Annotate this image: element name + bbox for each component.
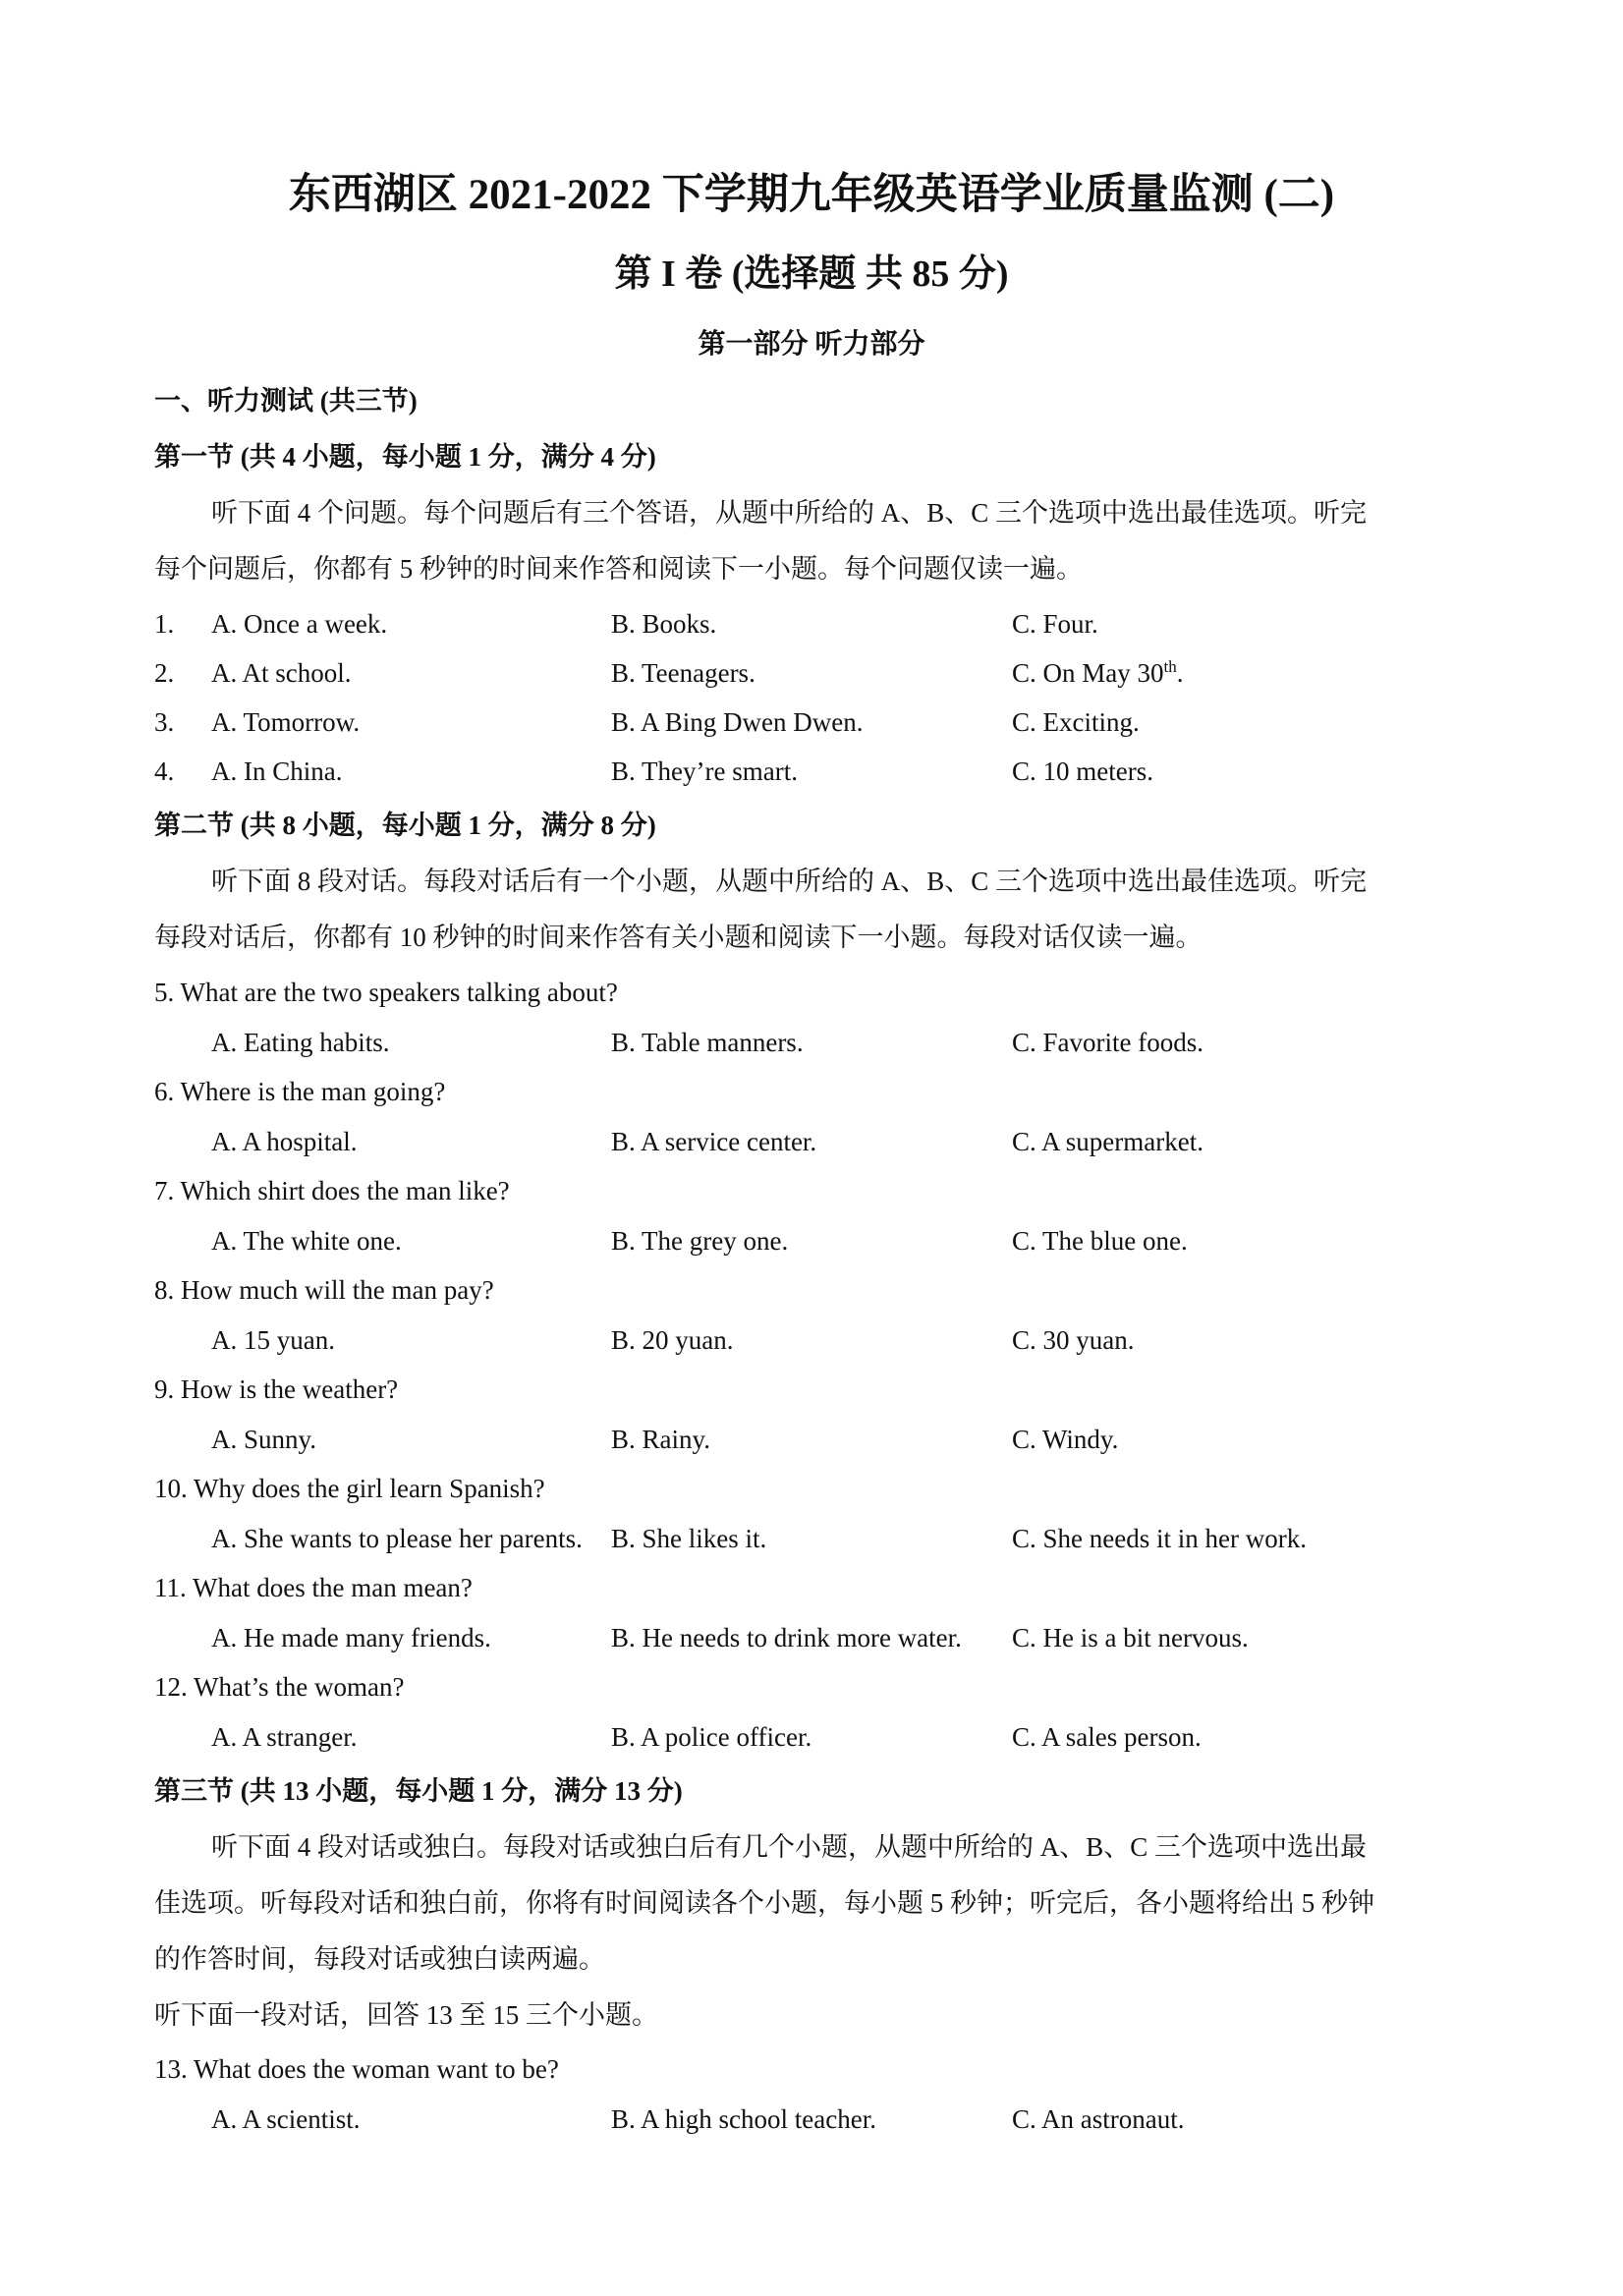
option-b: B. He needs to drink more water. (611, 1623, 962, 1652)
option-c: C. An astronaut. (1012, 2104, 1185, 2134)
option-a: A. 15 yuan. (211, 1325, 335, 1355)
question-text: 10. Why does the girl learn Spanish? (154, 1474, 545, 1503)
section3-instruction-line3: 的作答时间，每段对话或独白读两遍。 (154, 1944, 605, 1974)
section1-instruction-line1: 听下面 4 个问题。每个问题后有三个答语，从题中所给的 A、B、C 三个选项中选出最佳选项。听完 (211, 498, 1368, 528)
option-b: B. Teenagers. (611, 658, 756, 688)
option-a: A. In China. (211, 756, 343, 786)
option-a: A. Tomorrow. (211, 707, 361, 737)
option-a: A. A hospital. (211, 1127, 358, 1156)
option-b: B. 20 yuan. (611, 1325, 734, 1355)
section2-heading: 第二节 (共 8 小题，每小题 1 分，满分 8 分) (154, 811, 656, 840)
question-text: 7. Which shirt does the man like? (154, 1176, 510, 1205)
option-c: C. Windy. (1012, 1425, 1119, 1454)
item-number: 2. (154, 658, 175, 688)
question-text: 8. How much will the man pay? (154, 1275, 494, 1305)
option-c: C. She needs it in her work. (1012, 1524, 1307, 1553)
option-c: C. He is a bit nervous. (1012, 1623, 1249, 1652)
option-c: C. 30 yuan. (1012, 1325, 1135, 1355)
section3-heading: 第三节 (共 13 小题，每小题 1 分，满分 13 分) (154, 1776, 683, 1806)
item-number: 3. (154, 707, 175, 737)
option-c: C. Four. (1012, 609, 1098, 639)
option-b: B. Books. (611, 609, 717, 639)
question-text: 12. What’s the woman? (154, 1672, 405, 1702)
option-b: B. A police officer. (611, 1722, 812, 1752)
section3-instruction-line2: 佳选项。听每段对话和独白前，你将有时间阅读各个小题，每小题 5 秒钟；听完后，各小题将给出 5 秒钟 (154, 1888, 1374, 1918)
ordinal-superscript: th (1163, 657, 1177, 676)
question-text: 13. What does the woman want to be? (154, 2054, 559, 2084)
option-c: C. The blue one. (1012, 1226, 1188, 1256)
question-text: 9. How is the weather? (154, 1374, 399, 1404)
question-text: 6. Where is the man going? (154, 1077, 446, 1106)
option-b: B. A high school teacher. (611, 2104, 876, 2134)
section1-instruction-line2: 每个问题后，你都有 5 秒钟的时间来作答和阅读下一小题。每个问题仅读一遍。 (154, 554, 1083, 584)
section3-note: 听下面一段对话，回答 13 至 15 三个小题。 (154, 2000, 658, 2030)
option-b: B. She likes it. (611, 1524, 767, 1553)
option-a: A. At school. (211, 658, 352, 688)
exam-title: 东西湖区 2021-2022 下学期九年级英语学业质量监测 (二) (288, 172, 1335, 218)
option-c-text: C. On May 30 (1012, 658, 1164, 688)
option-a: A. He made many friends. (211, 1623, 491, 1652)
option-b: B. The grey one. (611, 1226, 789, 1256)
section3-instruction-line1: 听下面 4 段对话或独白。每段对话或独白后有几个小题，从题中所给的 A、B、C 三个选项中选出最 (211, 1832, 1368, 1862)
option-b: B. A Bing Dwen Dwen. (611, 707, 864, 737)
option-c (1012, 656, 1183, 690)
item-number: 1. (154, 609, 175, 639)
option-b: B. They’re smart. (611, 756, 798, 786)
option-a: A. She wants to please her parents. (211, 1524, 583, 1553)
option-c: C. A sales person. (1012, 1722, 1202, 1752)
option-c: C. Favorite foods. (1012, 1028, 1203, 1057)
option-a: A. Sunny. (211, 1425, 317, 1454)
option-a: A. A stranger. (211, 1722, 358, 1752)
option-c: C. Exciting. (1012, 707, 1140, 737)
option-a: A. A scientist. (211, 2104, 361, 2134)
section-main-heading: 一、听力测试 (共三节) (154, 386, 418, 416)
option-b: B. A service center. (611, 1127, 817, 1156)
paper-subtitle: 第 I 卷 (选择题 共 85 分) (614, 253, 1009, 295)
option-c: C. A supermarket. (1012, 1127, 1203, 1156)
section2-instruction-line1: 听下面 8 段对话。每段对话后有一个小题，从题中所给的 A、B、C 三个选项中选出最佳选项。听完 (211, 867, 1368, 896)
option-b: B. Rainy. (611, 1425, 710, 1454)
section1-heading: 第一节 (共 4 小题，每小题 1 分，满分 4 分) (154, 442, 656, 472)
option-b: B. Table manners. (611, 1028, 804, 1057)
option-a: A. The white one. (211, 1226, 402, 1256)
item-number: 4. (154, 756, 175, 786)
section2-instruction-line2: 每段对话后，你都有 10 秒钟的时间来作答有关小题和阅读下一小题。每段对话仅读一遍。 (154, 923, 1203, 952)
option-a: A. Eating habits. (211, 1028, 390, 1057)
part-heading: 第一部分 听力部分 (698, 329, 925, 360)
question-text: 5. What are the two speakers talking about? (154, 978, 618, 1007)
option-a: A. Once a week. (211, 609, 388, 639)
option-c-end: . (1176, 658, 1184, 688)
option-c: C. 10 meters. (1012, 756, 1153, 786)
question-text: 11. What does the man mean? (154, 1573, 473, 1602)
